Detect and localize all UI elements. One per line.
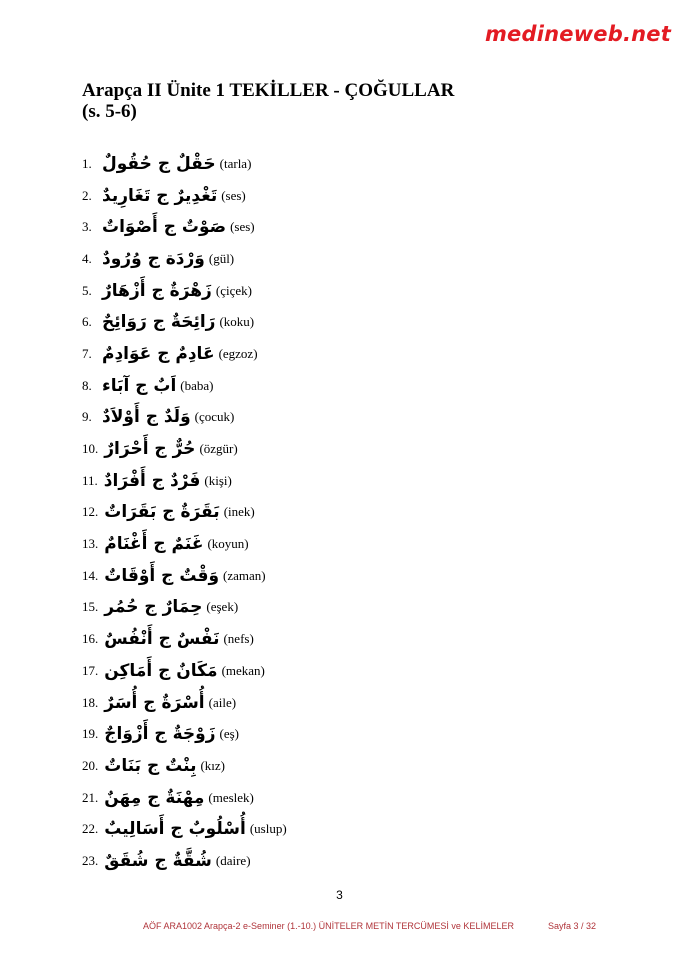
entry-number: 14. (82, 567, 99, 583)
entry-number: 16. (82, 631, 99, 647)
list-item (82, 718, 602, 750)
turkish-meaning: (koyun) (207, 536, 249, 552)
turkish-meaning: (kişi) (204, 472, 232, 488)
turkish-meaning: (aile) (208, 694, 237, 710)
page-title-line-1: Arapça II Ünite 1 TEKİLLER - ÇOĞULLAR (82, 80, 455, 101)
list-item (82, 623, 602, 655)
arabic-singular-plural: بَقَرَةٌ ج بَقَرَاتٌ (104, 502, 220, 523)
arabic-singular-plural: وَلَدٌ ج أَوْلاَدٌ (102, 407, 191, 428)
entry-number: 22. (82, 821, 99, 837)
arabic-singular-plural: حِمَارٌ ج حُمُر (104, 597, 203, 618)
list-item (82, 497, 602, 529)
entry-number: 21. (82, 789, 99, 805)
entry-number: 8. (82, 377, 92, 393)
list-item (82, 528, 602, 560)
list-item (82, 306, 602, 338)
arabic-singular-plural: نَفْسٌ ج أَنْفُسٌ (104, 629, 220, 650)
arabic-singular-plural: صَوْتٌ ج أَصْوَاتٌ (102, 217, 227, 238)
turkish-meaning: (baba) (180, 377, 214, 393)
arabic-singular-plural: شُقَّةٌ ج شُقَقٌ (104, 850, 212, 871)
entry-number: 13. (82, 536, 99, 552)
list-item (82, 813, 602, 845)
turkish-meaning: (mekan) (221, 662, 265, 678)
arabic-singular-plural: زَوْجَةٌ ج أَزْوَاجٌ (104, 724, 216, 745)
arabic-singular-plural: أُسْرَةٌ ج أُسَرٌ (104, 692, 205, 713)
entry-number: 18. (82, 694, 99, 710)
entry-number: 1. (82, 155, 92, 171)
arabic-singular-plural: وَقْتٌ ج أَوْقَاتٌ (104, 565, 220, 586)
list-item (82, 370, 602, 402)
list-item (82, 433, 602, 465)
footer-course-title: AÖF ARA1002 Arapça-2 e-Seminer (1.-10.) ÜNİTELER METİN TERCÜMESİ ve KELİMELER (143, 921, 514, 931)
site-watermark: medineweb.net (484, 22, 671, 46)
list-item (82, 560, 602, 592)
arabic-singular-plural: حُرٌّ ج أَحْرَارٌ (104, 439, 196, 460)
list-item (82, 655, 602, 687)
entry-number: 12. (82, 504, 99, 520)
footer-page-indicator: Sayfa 3 / 32 (548, 921, 597, 931)
turkish-meaning: (ses) (230, 219, 255, 235)
entry-number: 5. (82, 282, 92, 298)
arabic-singular-plural: مِهْنَةٌ ج مِهَنٌ (104, 787, 205, 808)
list-item (82, 275, 602, 307)
list-item (82, 465, 602, 497)
arabic-singular-plural: حَقْلٌ ج حُقُولٌ (102, 153, 216, 174)
turkish-meaning: (inek) (223, 504, 255, 520)
arabic-singular-plural: بِنْتٌ ج بَنَاتٌ (104, 755, 197, 776)
arabic-singular-plural: فَرْدٌ ج أَفْرَادٌ (103, 470, 201, 491)
list-item (82, 338, 602, 370)
list-item (82, 750, 602, 782)
turkish-meaning: (meslek) (208, 789, 254, 805)
turkish-meaning: (koku) (219, 314, 255, 330)
arabic-singular-plural: تَغْدِيرٌ ج تَغَارِيدٌ (102, 185, 218, 206)
arabic-singular-plural: غَنَمٌ ج أَغْنَامٌ (104, 534, 204, 555)
entry-number: 3. (82, 219, 92, 235)
entry-number: 23. (82, 852, 99, 868)
entry-number: 11. (82, 472, 98, 488)
arabic-singular-plural: زَهْرَةٌ ج أَزْهَارٌ (102, 280, 212, 301)
turkish-meaning: (daire) (215, 852, 251, 868)
turkish-meaning: (eş) (219, 726, 240, 742)
list-item (82, 243, 602, 275)
entry-number: 17. (82, 662, 99, 678)
turkish-meaning: (eşek) (206, 599, 239, 615)
entry-number: 6. (82, 314, 92, 330)
entry-number: 2. (82, 187, 92, 203)
entry-number: 9. (82, 409, 92, 425)
entry-number: 7. (82, 345, 92, 361)
turkish-meaning: (nefs) (223, 631, 254, 647)
list-item (82, 180, 602, 212)
vocabulary-list (82, 148, 602, 877)
list-item (82, 782, 602, 814)
arabic-singular-plural: وَرْدَة ج وُرُودٌ (102, 248, 205, 269)
list-item (82, 687, 602, 719)
page-title-line-2: (s. 5-6) (82, 101, 137, 122)
arabic-singular-plural: اَبٌ ج آبَاء (102, 375, 177, 396)
entry-number: 10. (82, 441, 99, 457)
turkish-meaning: (ses) (221, 187, 246, 203)
turkish-meaning: (egzoz) (218, 345, 258, 361)
turkish-meaning: (gül) (208, 250, 235, 266)
turkish-meaning: (zaman) (223, 567, 266, 583)
arabic-singular-plural: عَادِمٌ ج عَوَادِمٌ (102, 343, 215, 364)
page-title (82, 80, 642, 122)
turkish-meaning: (uslup) (249, 821, 287, 837)
turkish-meaning: (çocuk) (194, 409, 235, 425)
entry-number: 20. (82, 757, 99, 773)
arabic-singular-plural: أُسْلُوبٌ ج أَسَالِيبٌ (104, 819, 246, 840)
entry-number: 4. (82, 250, 92, 266)
page-number: 3 (336, 888, 343, 902)
list-item (82, 148, 602, 180)
entry-number: 19. (82, 726, 99, 742)
turkish-meaning: (kız) (200, 757, 225, 773)
turkish-meaning: (özgür) (199, 441, 238, 457)
entry-number: 15. (82, 599, 99, 615)
list-item (82, 592, 602, 624)
arabic-singular-plural: رَائِحَةٌ ج رَوَائِحٌ (102, 312, 216, 333)
turkish-meaning: (çiçek) (215, 282, 252, 298)
list-item (82, 402, 602, 434)
arabic-singular-plural: مَكَانٌ ج أَمَاكِن (104, 660, 218, 681)
list-item (82, 845, 602, 877)
list-item (82, 211, 602, 243)
turkish-meaning: (tarla) (219, 155, 252, 171)
